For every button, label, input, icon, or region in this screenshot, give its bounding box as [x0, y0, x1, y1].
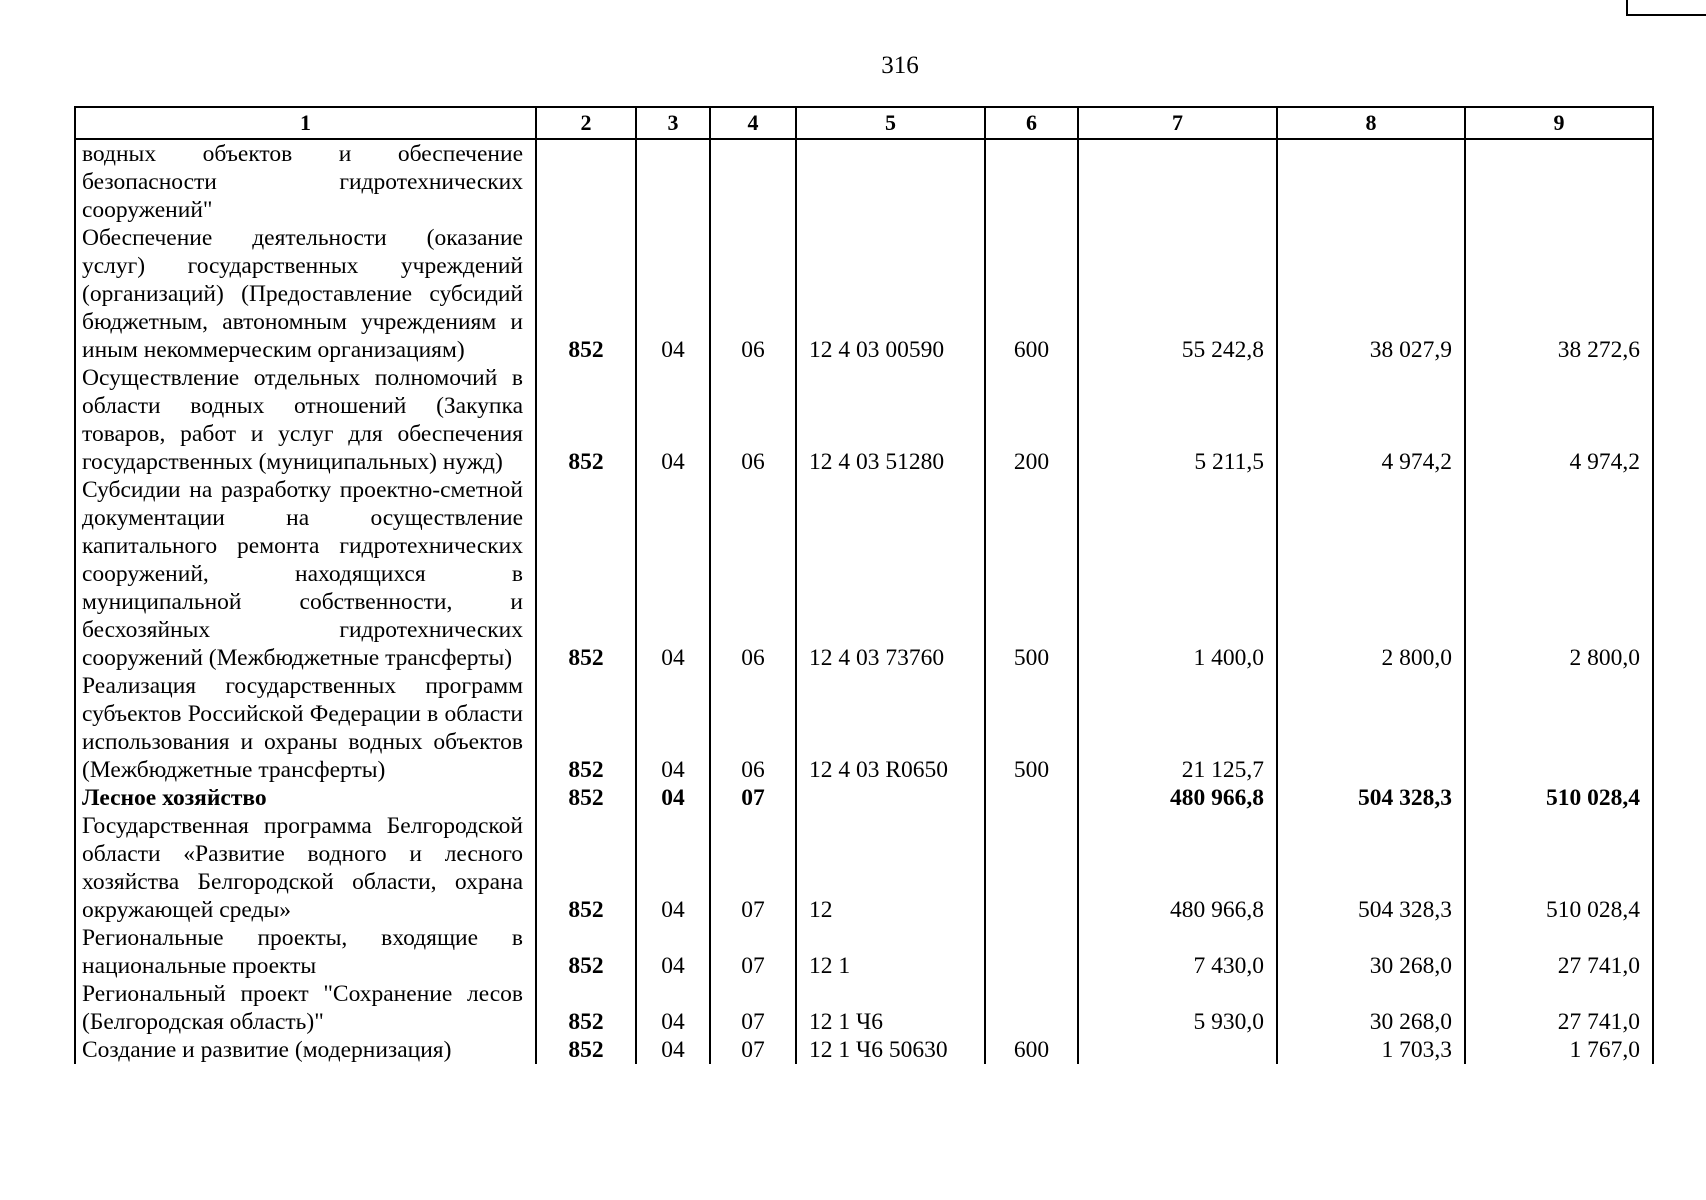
amount-year-2: 2 800,0: [1277, 476, 1465, 672]
amount-year-2: 504 328,3: [1277, 784, 1465, 812]
amount-year-2: [1277, 139, 1465, 224]
row-name: Обеспечение деятельности (оказание услуг) государственных учреждений (организаций) (Предоставление субсидий бюджетным, автономным учреждениям и иным некоммерческим организациям): [75, 224, 536, 364]
table-row: [75, 980, 1653, 1036]
subsection-code: 07: [710, 784, 796, 812]
expense-type: 500: [985, 672, 1078, 784]
admin-code: 852: [536, 364, 636, 476]
row-name: Лесное хозяйство: [75, 784, 536, 812]
admin-code: [536, 139, 636, 224]
amount-year-2: 504 328,3: [1277, 812, 1465, 924]
section-code: 04: [636, 672, 710, 784]
subsection-code: 06: [710, 476, 796, 672]
expense-type: [985, 139, 1078, 224]
section-code: 04: [636, 784, 710, 812]
amount-year-3: 27 741,0: [1465, 980, 1653, 1036]
subsection-code: 06: [710, 364, 796, 476]
target-article: 12 1 Ч6 50630: [796, 1036, 985, 1064]
amount-year-1: 480 966,8: [1078, 784, 1277, 812]
table-row: [75, 476, 1653, 672]
table-row: [75, 672, 1653, 784]
amount-year-2: 38 027,9: [1277, 224, 1465, 364]
admin-code: 852: [536, 476, 636, 672]
row-name: Создание и развитие (модернизация): [75, 1036, 536, 1064]
amount-year-1: 7 430,0: [1078, 924, 1277, 980]
header-cell-3: 3: [636, 107, 710, 139]
amount-year-3: 2 800,0: [1465, 476, 1653, 672]
section-code: 04: [636, 812, 710, 924]
expense-type: [985, 924, 1078, 980]
amount-year-2: 1 703,3: [1277, 1036, 1465, 1064]
amount-year-1: 5 211,5: [1078, 364, 1277, 476]
header-cell-2: 2: [536, 107, 636, 139]
target-article: [796, 784, 985, 812]
budget-table: [74, 106, 1654, 1064]
target-article: 12 1 Ч6: [796, 980, 985, 1036]
amount-year-3: 27 741,0: [1465, 924, 1653, 980]
subsection-code: 06: [710, 672, 796, 784]
expense-type: 500: [985, 476, 1078, 672]
target-article: [796, 139, 985, 224]
header-cell-4: 4: [710, 107, 796, 139]
header-cell-5: 5: [796, 107, 985, 139]
subsection-code: 07: [710, 1036, 796, 1064]
amount-year-3: 4 974,2: [1465, 364, 1653, 476]
section-code: 04: [636, 364, 710, 476]
target-article: 12 4 03 00590: [796, 224, 985, 364]
section-code: 04: [636, 224, 710, 364]
section-code: [636, 139, 710, 224]
amount-year-1: 21 125,7: [1078, 672, 1277, 784]
table-row: [75, 784, 1653, 812]
row-name: водных объектов и обеспечение безопасности гидротехнических сооружений": [75, 139, 536, 224]
header-cell-7: 7: [1078, 107, 1277, 139]
section-code: 04: [636, 476, 710, 672]
amount-year-3: 1 767,0: [1465, 1036, 1653, 1064]
target-article: 12 4 03 R0650: [796, 672, 985, 784]
header-cell-1: 1: [75, 107, 536, 139]
header-cell-8: 8: [1277, 107, 1465, 139]
expense-type: 200: [985, 364, 1078, 476]
amount-year-3: [1465, 139, 1653, 224]
target-article: 12 4 03 51280: [796, 364, 985, 476]
amount-year-1: 1 400,0: [1078, 476, 1277, 672]
table-row: [75, 139, 1653, 224]
row-name: Региональные проекты, входящие в национальные проекты: [75, 924, 536, 980]
admin-code: 852: [536, 924, 636, 980]
amount-year-1: [1078, 139, 1277, 224]
section-code: 04: [636, 924, 710, 980]
amount-year-2: 30 268,0: [1277, 924, 1465, 980]
row-name: Региональный проект "Сохранение лесов (Белгородская область)": [75, 980, 536, 1036]
table-row: [75, 1036, 1653, 1064]
row-name: Государственная программа Белгородской области «Развитие водного и лесного хозяйства Белгородской области, охрана окружающей среды»: [75, 812, 536, 924]
subsection-code: [710, 139, 796, 224]
subsection-code: 06: [710, 224, 796, 364]
amount-year-2: 4 974,2: [1277, 364, 1465, 476]
amount-year-1: 480 966,8: [1078, 812, 1277, 924]
page-number: 316: [881, 52, 919, 79]
amount-year-3: 510 028,4: [1465, 812, 1653, 924]
expense-type: 600: [985, 224, 1078, 364]
row-name: Субсидии на разработку проектно-сметной документации на осуществление капитального ремонта гидротехнических сооружений, находящихся в муниципальной собственности, и бесхозяйных гидротехнических сооружений (Межбюджетные трансферты): [75, 476, 536, 672]
admin-code: 852: [536, 224, 636, 364]
target-article: 12: [796, 812, 985, 924]
admin-code: 852: [536, 1036, 636, 1064]
admin-code: 852: [536, 980, 636, 1036]
table-body: [75, 139, 1653, 1064]
corner-mark: [1626, 0, 1706, 16]
subsection-code: 07: [710, 924, 796, 980]
header-row: [75, 107, 1653, 139]
amount-year-1: [1078, 1036, 1277, 1064]
table-row: [75, 224, 1653, 364]
expense-type: 600: [985, 1036, 1078, 1064]
header-cell-9: 9: [1465, 107, 1653, 139]
row-name: Реализация государственных программ субъектов Российской Федерации в области использования и охраны водных объектов (Межбюджетные трансферты): [75, 672, 536, 784]
admin-code: 852: [536, 784, 636, 812]
expense-type: [985, 980, 1078, 1036]
amount-year-3: [1465, 672, 1653, 784]
header-cell-6: 6: [985, 107, 1078, 139]
admin-code: 852: [536, 812, 636, 924]
amount-year-3: 510 028,4: [1465, 784, 1653, 812]
section-code: 04: [636, 980, 710, 1036]
amount-year-2: [1277, 672, 1465, 784]
target-article: 12 4 03 73760: [796, 476, 985, 672]
table-row: [75, 812, 1653, 924]
table-row: [75, 364, 1653, 476]
expense-type: [985, 812, 1078, 924]
target-article: 12 1: [796, 924, 985, 980]
expense-type: [985, 784, 1078, 812]
amount-year-1: 55 242,8: [1078, 224, 1277, 364]
amount-year-2: 30 268,0: [1277, 980, 1465, 1036]
section-code: 04: [636, 1036, 710, 1064]
subsection-code: 07: [710, 812, 796, 924]
amount-year-1: 5 930,0: [1078, 980, 1277, 1036]
row-name: Осуществление отдельных полномочий в области водных отношений (Закупка товаров, работ и услуг для обеспечения государственных (муниципальных) нужд): [75, 364, 536, 476]
subsection-code: 07: [710, 980, 796, 1036]
table-row: [75, 924, 1653, 980]
admin-code: 852: [536, 672, 636, 784]
amount-year-3: 38 272,6: [1465, 224, 1653, 364]
